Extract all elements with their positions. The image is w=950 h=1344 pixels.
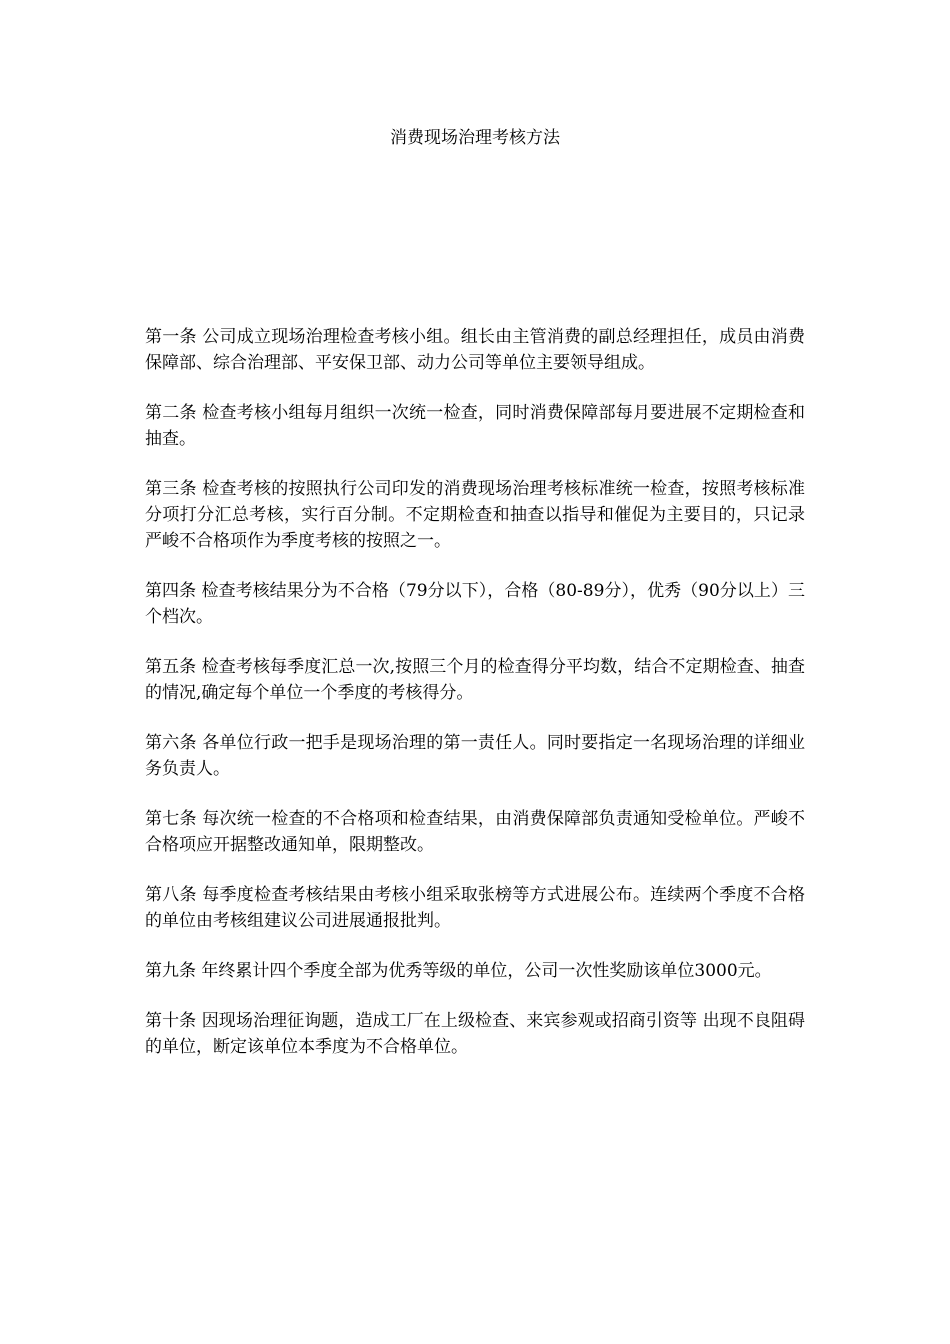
article-5: 第五条 检查考核每季度汇总一次,按照三个月的检查得分平均数，结合不定期检查、抽查的情况,确定每个单位一个季度的考核得分。 [145, 657, 805, 703]
article-10: 第十条 因现场治理征询题，造成工厂在上级检查、来宾参观或招商引资等 出现不良阻碍的单位，断定该单位本季度为不合格单位。 [145, 1011, 805, 1057]
article-2: 第二条 检查考核小组每月组织一次统一检查，同时消费保障部每月要进展不定期检查和抽查。 [145, 403, 805, 449]
document-title: 消费现场治理考核方法 [390, 128, 560, 148]
article-7: 第七条 每次统一检查的不合格项和检查结果，由消费保障部负责通知受检单位。严峻不合格项应开据整改通知单，限期整改。 [145, 809, 805, 855]
article-4: 第四条 检查考核结果分为不合格（79分以下），合格（80-89分），优秀（90分以上）三个档次。 [145, 581, 805, 627]
article-3: 第三条 检查考核的按照执行公司印发的消费现场治理考核标准统一检查，按照考核标准分项打分汇总考核，实行百分制。不定期检查和抽查以指导和催促为主要目的，只记录严峻不合格项作为季度考核的按照之一。 [145, 479, 805, 551]
article-8: 第八条 每季度检查考核结果由考核小组采取张榜等方式进展公布。连续两个季度不合格的单位由考核组建议公司进展通报批判。 [145, 885, 805, 931]
article-9: 第九条 年终累计四个季度全部为优秀等级的单位，公司一次性奖励该单位3000元。 [145, 961, 772, 981]
article-list [145, 324, 805, 1084]
article-6: 第六条 各单位行政一把手是现场治理的第一责任人。同时要指定一名现场治理的详细业务负责人。 [145, 733, 805, 779]
article-1: 第一条 公司成立现场治理检查考核小组。组长由主管消费的副总经理担任，成员由消费保障部、综合治理部、平安保卫部、动力公司等单位主要领导组成。 [145, 327, 805, 373]
